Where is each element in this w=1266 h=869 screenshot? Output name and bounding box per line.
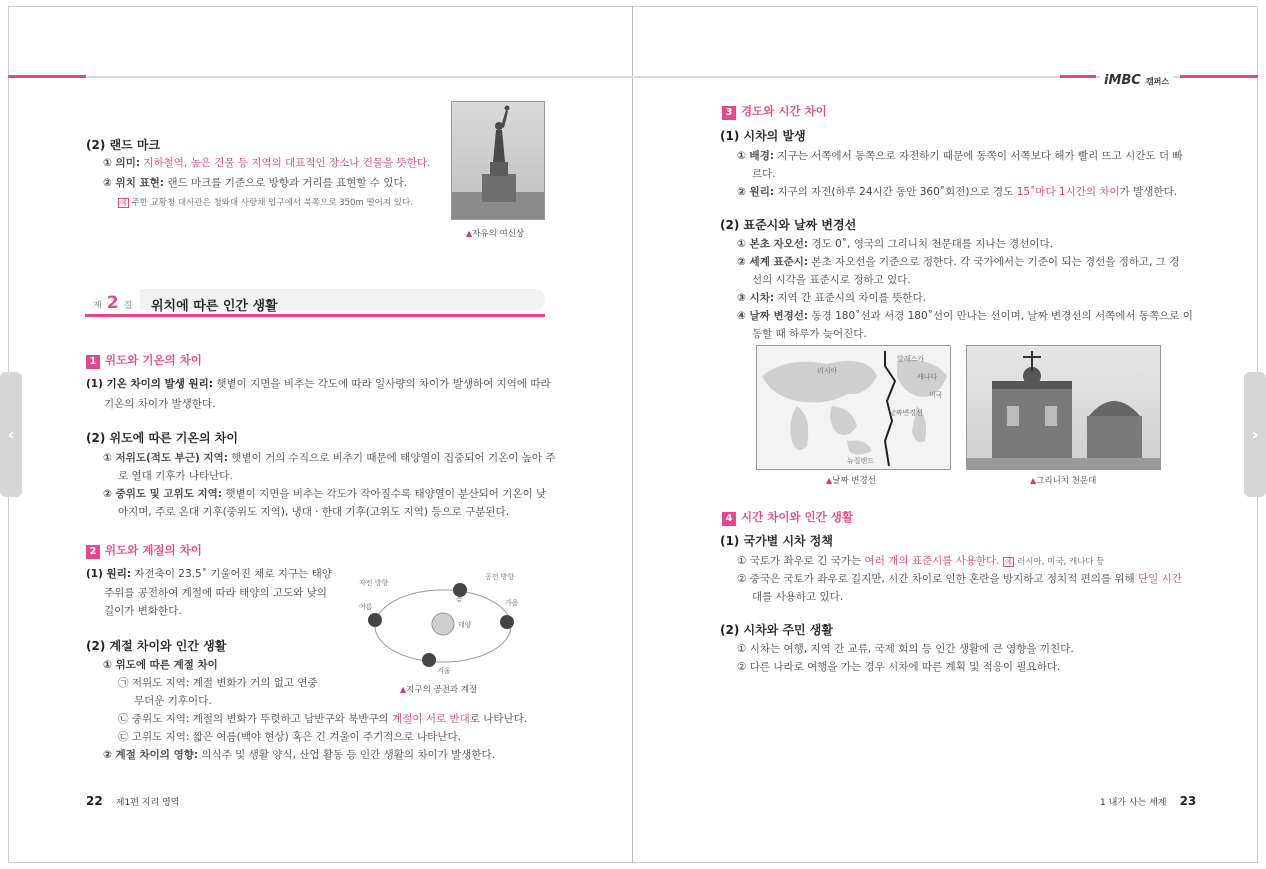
header-accent-left bbox=[8, 75, 86, 78]
s4-k1: ① 국토가 좌우로 긴 국가는 여러 개의 표준시를 사용한다. 예 러시아, 미국, 캐나다 등 bbox=[737, 555, 1105, 567]
s3-j1: ① 본초 자오선: 경도 0˚, 영국의 그리니치 천문대를 지나는 경선이다. bbox=[737, 238, 1053, 250]
s1-p2-item1-line2: 로 열대 기후가 나타난다. bbox=[118, 470, 233, 482]
section-3-heading: 3 경도와 시간 차이 bbox=[722, 100, 827, 120]
brand-logo: iMBC 캠퍼스 bbox=[1100, 69, 1173, 88]
s3-j2-line2: 선의 시각을 표준시로 정하고 있다. bbox=[752, 274, 911, 286]
s2-b-line: ㉡ 중위도 지역: 계절의 변화가 뚜렷하고 남반구와 북반구의 계절이 서로 반대로 나타난다. bbox=[118, 713, 528, 725]
s2-p1-line2: 주위를 공전하여 계절에 따라 태양의 고도와 낮의 bbox=[104, 587, 327, 599]
chevron-right-icon: › bbox=[1251, 425, 1259, 444]
section-4-heading: 4 시간 차이와 인간 생활 bbox=[722, 506, 853, 526]
s3-j4-line2: 동할 때 하루가 늦어진다. bbox=[752, 328, 867, 340]
s2-p1-line3: 길이가 변화한다. bbox=[104, 605, 182, 617]
caption-triangle-icon: ▲ bbox=[466, 229, 473, 238]
s2-a-line1: ㉠ 저위도 지역: 계절 변화가 거의 없고 연중 bbox=[118, 677, 318, 689]
s3-p2-heading: (2) 표준시와 날짜 변경선 bbox=[720, 218, 857, 232]
s3-j2-line1: ② 세계 표준시: 본초 자오선을 기준으로 정한다. 각 국가에서는 기준이 되는 경선을 정하고, 그 경 bbox=[737, 256, 1180, 268]
s1-p2-item1-line1: ① 저위도(적도 부근) 지역: 햇볕이 거의 수직으로 비추기 때문에 태양열이 집중되어 기온이 높아 주 bbox=[103, 452, 556, 464]
landmark-item-2: ② 위치 표현: 랜드 마크를 기준으로 방향과 거리를 표현할 수 있다. bbox=[103, 177, 408, 189]
s3-i1-line1: ① 배경: 지구는 서쪽에서 동쪽으로 자전하기 때문에 동쪽이 서쪽보다 해가 빨리 뜨고 시간도 더 빠 bbox=[737, 150, 1183, 162]
sun-label: 태양 bbox=[458, 621, 472, 629]
autumn-label: 가을 bbox=[505, 599, 519, 607]
s2-p3: ② 계절 차이의 영향: 의식주 및 생활 양식, 산업 활동 등 인간 생활의 차이가 발생한다. bbox=[103, 749, 496, 761]
s1-p2-item2-line1: ② 중위도 및 고위도 지역: 햇볕이 지면을 비추는 각도가 작아질수록 태양열이 분산되어 기온이 낮 bbox=[103, 488, 547, 500]
prev-page-button[interactable] bbox=[0, 372, 22, 497]
observatory-caption: ▲그리니치 천문대 bbox=[1030, 476, 1097, 486]
s3-p1-heading: (1) 시차의 발생 bbox=[720, 129, 806, 143]
example-badge: 예 bbox=[120, 199, 127, 207]
s2-a-line2: 무더운 기후이다. bbox=[134, 695, 212, 707]
s4-m2: ② 다른 나라로 여행을 가는 경우 시차에 따른 계획 및 적응이 필요하다. bbox=[737, 661, 1061, 673]
chapter-title: 위치에 따른 인간 생활 bbox=[151, 299, 278, 314]
caption-triangle-icon: ▲ bbox=[400, 685, 407, 694]
chapter-header bbox=[85, 289, 545, 317]
book-gutter bbox=[632, 6, 633, 863]
map-dateline: 날짜변경선 bbox=[889, 409, 923, 417]
s3-j3: ③ 시차: 지역 간 표준시의 차이를 뜻한다. bbox=[737, 292, 926, 304]
landmark-example: 예 주한 교황청 대사관은 청와대 사랑채 입구에서 북쪽으로 350m 떨어져 있다. bbox=[120, 198, 413, 208]
orbit-label: 공전 방향 bbox=[485, 573, 515, 581]
statue-of-liberty-photo bbox=[451, 101, 545, 220]
chevron-left-icon: ‹ bbox=[7, 425, 15, 444]
left-footer: 22 제1편 지리 영역 bbox=[86, 794, 180, 808]
s1-p2-heading: (2) 위도에 따른 기온의 차이 bbox=[86, 431, 238, 445]
s4-k2-line2: 대를 사용하고 있다. bbox=[752, 591, 844, 603]
date-line-map bbox=[756, 345, 951, 470]
right-footer: 1 내가 사는 세계 23 bbox=[1100, 794, 1197, 808]
map-alaska: 알래스카 bbox=[897, 355, 925, 363]
s1-p1-line1: (1) 기온 차이의 발생 원리: 햇볕이 지면을 비추는 각도에 따라 일사량의 차이가 발생하여 지역에 따라 bbox=[86, 378, 551, 390]
observatory-icon bbox=[967, 346, 1160, 469]
s2-p2-heading: (2) 계절 차이와 인간 생활 bbox=[86, 639, 227, 653]
s2-p1-line1: (1) 원리: 자전축이 23.5˚ 기울어진 채로 지구는 태양 bbox=[86, 568, 332, 580]
s1-p2-item2-line2: 아지며, 주로 온대 기후(중위도 지역), 냉대 · 한대 기후(고위도 지역) 등으로 구분된다. bbox=[118, 506, 510, 518]
header-accent-right-b bbox=[1180, 75, 1258, 78]
section-1-heading: 1 위도와 기온의 차이 bbox=[86, 349, 202, 369]
winter-label: 겨울 bbox=[437, 667, 451, 675]
s3-i2: ② 원리: 지구의 자전(하루 24시간 동안 360˚회전)으로 경도 15˚마다 1시간의 차이가 발생한다. bbox=[737, 186, 1178, 198]
orbit-caption: ▲지구의 공전과 계절 bbox=[400, 685, 478, 695]
spring-label: 봄 bbox=[456, 595, 463, 603]
s4-p1-heading: (1) 국가별 시차 정책 bbox=[720, 534, 833, 548]
caption-triangle-icon: ▲ bbox=[1030, 476, 1037, 485]
next-page-button[interactable] bbox=[1244, 372, 1266, 497]
s3-j4-line1: ④ 날짜 변경선: 동경 180˚선과 서경 180˚선이 만나는 선이며, 날짜 변경선의 서쪽에서 동쪽으로 이 bbox=[737, 310, 1193, 322]
orbit-diagram bbox=[355, 568, 525, 678]
map-usa: 미국 bbox=[929, 391, 943, 399]
greenwich-observatory-photo bbox=[966, 345, 1161, 470]
s3-i1-line2: 르다. bbox=[752, 168, 776, 180]
statue-icon bbox=[452, 102, 544, 219]
example-badge: 예 bbox=[1004, 558, 1012, 566]
s2-p2-sub: ① 위도에 따른 계절 차이 bbox=[103, 659, 218, 671]
landmark-heading: (2) 랜드 마크 bbox=[86, 138, 161, 152]
caption-triangle-icon: ▲ bbox=[826, 476, 833, 485]
statue-caption: ▲자유의 여신상 bbox=[466, 229, 525, 239]
s2-c-line: ㉢ 고위도 지역: 짧은 여름(백야 현상) 혹은 긴 겨울이 주기적으로 나타난다. bbox=[118, 731, 461, 743]
s4-p2-heading: (2) 시차와 주민 생활 bbox=[720, 623, 833, 637]
summer-label: 여름 bbox=[359, 603, 373, 611]
map-canada: 캐나다 bbox=[917, 373, 938, 381]
s4-k2-line1: ② 중국은 국토가 좌우로 길지만, 시간 차이로 인한 혼란을 방지하고 정치적 편의를 위해 단일 시간 bbox=[737, 573, 1182, 585]
map-nz: 뉴질랜드 bbox=[847, 457, 875, 465]
chapter-number: 제 2 절 bbox=[93, 293, 133, 313]
s1-p1-line2: 기온의 차이가 발생한다. bbox=[104, 398, 216, 410]
axis-label: 자전 방향 bbox=[359, 579, 389, 587]
map-russia: 러시아 bbox=[817, 367, 838, 375]
map-caption: ▲날짜 변경선 bbox=[826, 476, 876, 486]
header-accent-right-a bbox=[1060, 75, 1096, 78]
section-2-heading: 2 위도와 계절의 차이 bbox=[86, 539, 202, 559]
landmark-item-1: ① 의미: 지하철역, 높은 건물 등 지역의 대표적인 장소나 건물을 뜻한다. bbox=[103, 157, 431, 169]
s4-m1: ① 시차는 여행, 지역 간 교류, 국제 회의 등 인간 생활에 큰 영향을 끼친다. bbox=[737, 643, 1074, 655]
